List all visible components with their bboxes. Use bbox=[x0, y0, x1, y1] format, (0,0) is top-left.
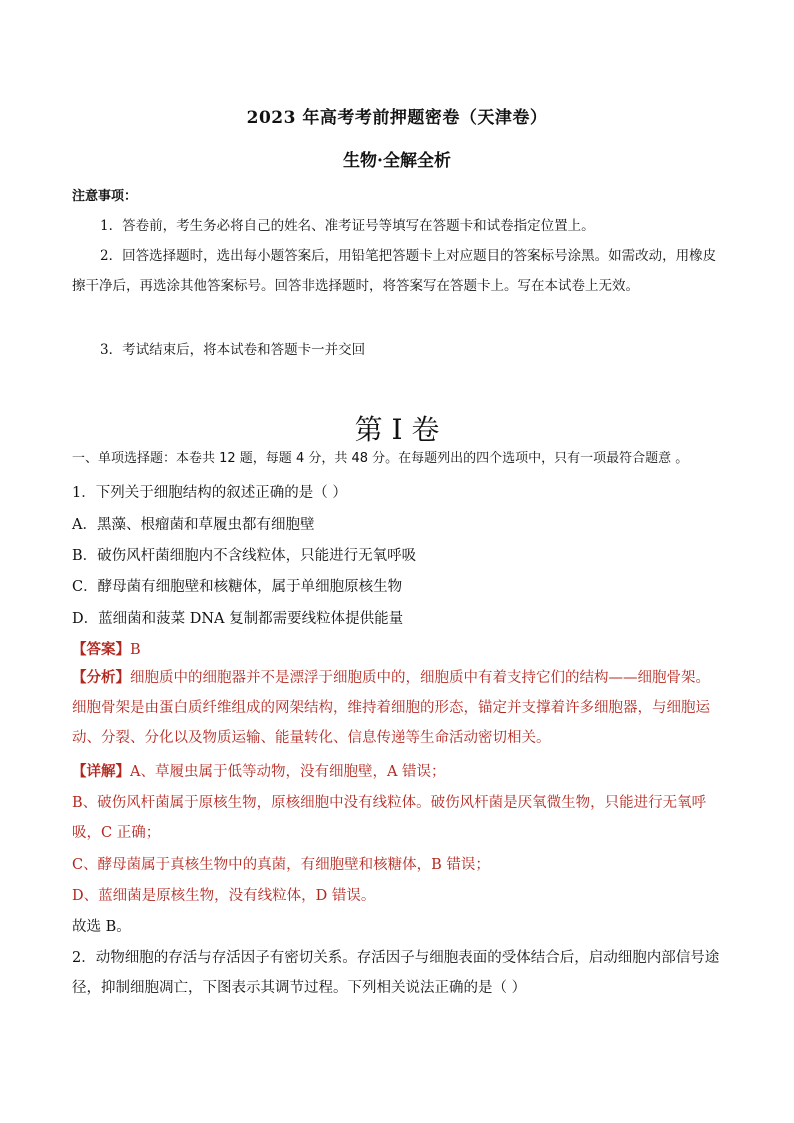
question-1-option-b: B．破伤风杆菌细胞内不含线粒体，只能进行无氧呼吸 bbox=[72, 548, 417, 564]
analysis-label: 【分析】 bbox=[72, 669, 130, 686]
detail-a-text: A、草履虫属于低等动物，没有细胞壁，A 错误； bbox=[130, 764, 446, 780]
detail-d: D、蓝细菌是原核生物，没有线粒体，D 错误。 bbox=[72, 888, 376, 904]
question-2-stem: 2．动物细胞的存活与存活因子有密切关系。存活因子与细胞表面的受体结合后，启动细胞内部信号途径，抑制细胞凋亡，下图表示其调节过程。下列相关说法正确的是（ ） bbox=[72, 950, 720, 996]
question-1-option-a: A．黑藻、根瘤菌和草履虫都有细胞壁 bbox=[72, 517, 315, 533]
notes-heading: 注意事项： bbox=[72, 189, 138, 204]
detail-b: B、破伤风杆菌属于原核生物，原核细胞中没有线粒体。破伤风杆菌是厌氧微生物，只能进行无氧呼吸，C 正确； bbox=[72, 795, 707, 841]
answer-line bbox=[72, 638, 141, 659]
analysis-paragraph bbox=[72, 663, 722, 753]
section-intro: 一、单项选择题：本卷共 12 题，每题 4 分，共 48 分。在每题列出的四个选项中，只有一项最符合题意 。 bbox=[72, 451, 689, 466]
question-1-option-d: D．蓝细菌和菠菜 DNA 复制都需要线粒体提供能量 bbox=[72, 611, 404, 627]
answer-label: 【答案】 bbox=[72, 641, 130, 658]
conclusion: 故选 B。 bbox=[72, 919, 131, 935]
detail-a bbox=[72, 757, 722, 787]
note-item-2: 2．回答选择题时，选出每小题答案后，用铅笔把答题卡上对应题目的答案标号涂黑。如需改动，用橡皮擦干净后，再选涂其他答案标号。回答非选择题时，将答案写在答题卡上。写在本试卷上无效。 bbox=[72, 248, 717, 294]
question-1-stem: 1．下列关于细胞结构的叙述正确的是（ ） bbox=[72, 485, 347, 501]
question-1-option-c: C．酵母菌有细胞壁和核糖体，属于单细胞原核生物 bbox=[72, 579, 403, 595]
note-item-1: 1．答卷前，考生务必将自己的姓名、准考证号等填写在答题卡和试卷指定位置上。 bbox=[100, 218, 595, 234]
answer-value: B bbox=[130, 642, 141, 658]
detail-label: 【详解】 bbox=[72, 763, 130, 780]
note-item-3: 3．考试结束后，将本试卷和答题卡一并交回 bbox=[100, 342, 366, 358]
detail-c: C、酵母菌属于真核生物中的真菌，有细胞壁和核糖体，B 错误； bbox=[72, 857, 490, 873]
page-subtitle: 生物·全解全析 bbox=[343, 151, 451, 171]
analysis-text: 细胞质中的细胞器并不是漂浮于细胞质中的，细胞质中有着支持它们的结构——细胞骨架。细胞骨架是由蛋白质纤维组成的网架结构，维持着细胞的形态，锚定并支撑着许多细胞器，与细胞运动、分裂、分化以及物质运输、能量转化、信息传递等生命活动密切相关。 bbox=[72, 670, 710, 746]
page-title: 2023 年高考考前押题密卷（天津卷） bbox=[246, 108, 548, 128]
volume-heading: 第 I 卷 bbox=[354, 413, 440, 446]
